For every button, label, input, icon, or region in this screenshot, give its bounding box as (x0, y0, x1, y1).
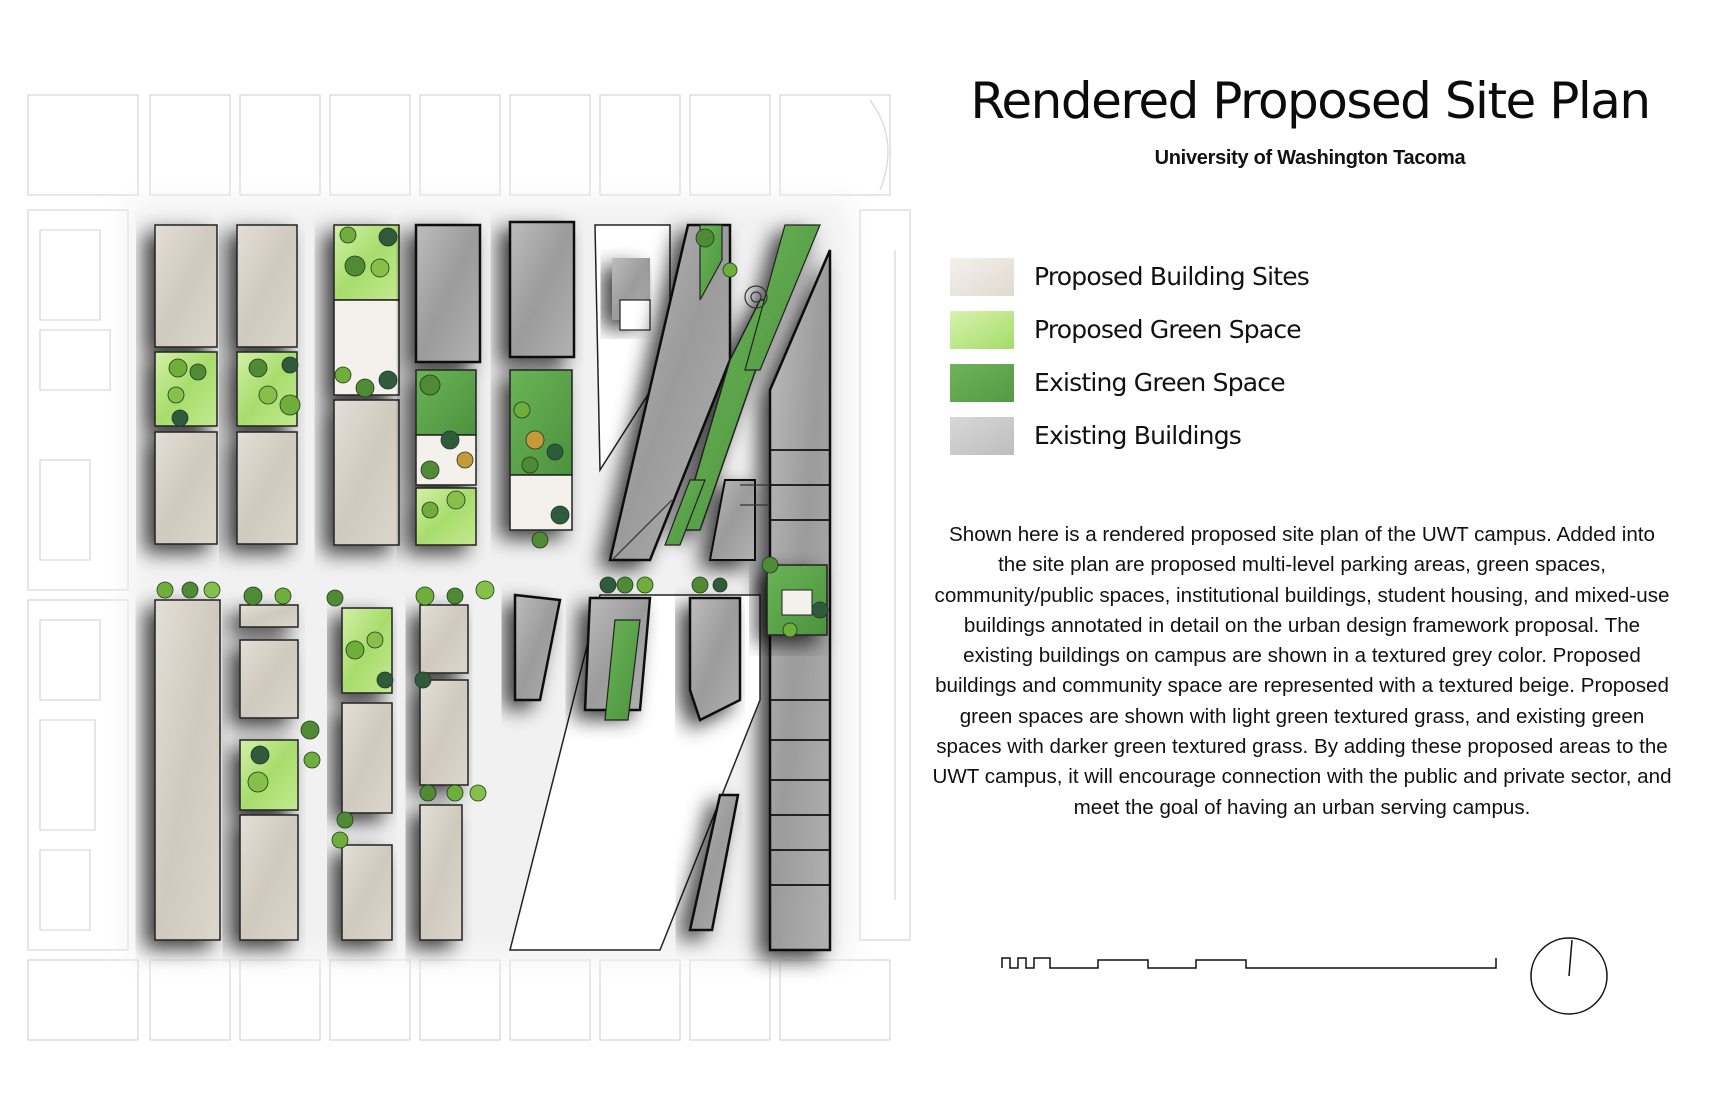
block-5 (510, 222, 574, 530)
proposed-green-space (240, 740, 298, 810)
legend-label: Existing Green Space (1034, 368, 1285, 397)
proposed-building (240, 605, 298, 627)
proposed-building (155, 432, 217, 544)
north-arrow-icon (1527, 934, 1611, 1018)
proposed-building (237, 432, 297, 544)
description-text: Shown here is a rendered proposed site plan of the UWT campus. Added into the site plan are proposed multi-level parking areas, green spaces, community/public spaces, institutional buildings, student housing, and mixed-use buildings annotated in detail on the urban design framework proposal. The existing buildings on campus are shown in a textured grey color. Proposed buildings and community space are represented with a textured beige. Proposed green spaces are shown with light green textured grass, and existing green spaces with darker green textured grass. By adding these proposed areas to the UWT campus, it will encourage connection with the public and private sector, and meet the goal of having an urban serving campus. (932, 523, 1672, 819)
proposed-building (342, 845, 392, 940)
proposed-building (240, 640, 298, 718)
legend-item-proposed-building-sites (950, 250, 1450, 303)
plaza-existing-green (767, 565, 827, 635)
block-2 (237, 225, 297, 544)
block-8 (342, 608, 392, 940)
existing-building (510, 222, 574, 357)
legend-item-existing-green-space (950, 356, 1450, 409)
proposed-building (420, 680, 468, 785)
legend (950, 250, 1450, 462)
existing-building (416, 225, 480, 362)
block-6 (155, 600, 220, 940)
proposed-building (420, 605, 468, 673)
legend-swatch-proposed-green (950, 311, 1014, 349)
legend-swatch-existing-green (950, 364, 1014, 402)
proposed-building (240, 815, 298, 940)
legend-label: Proposed Green Space (1034, 315, 1301, 344)
proposed-building (420, 805, 462, 940)
proposed-building (342, 703, 392, 813)
proposed-building (155, 600, 220, 940)
page-title: Rendered Proposed Site Plan (970, 72, 1650, 130)
legend-swatch-proposed-building (950, 258, 1014, 296)
proposed-building (155, 225, 217, 347)
page-subtitle: University of Washington Tacoma (1154, 147, 1466, 169)
proposed-building (237, 225, 297, 347)
block-9 (420, 605, 468, 940)
block-7 (240, 605, 298, 940)
legend-item-proposed-green-space (950, 303, 1450, 356)
legend-label: Existing Buildings (1034, 421, 1242, 450)
existing-green-space (510, 370, 572, 475)
legend-label: Proposed Building Sites (1034, 262, 1310, 291)
legend-swatch-existing-buildings (950, 417, 1014, 455)
proposed-building (334, 400, 399, 545)
legend-item-existing-buildings (950, 409, 1450, 462)
scale-bar-icon (1000, 950, 1500, 974)
block-1 (155, 225, 217, 544)
